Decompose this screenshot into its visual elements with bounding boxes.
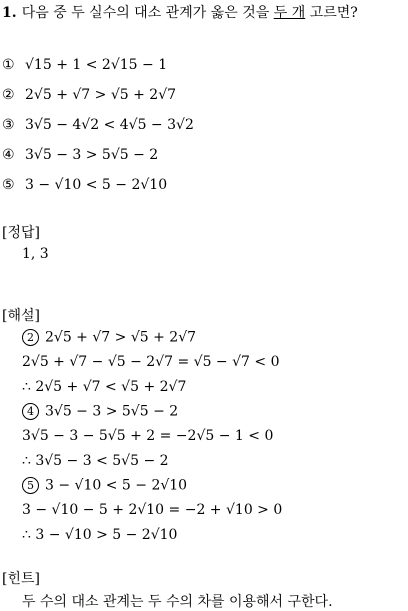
answer-value: 1, 3	[22, 246, 49, 262]
explanation-claim-2	[22, 329, 196, 346]
explanation-conclusion-4: ∴ 3√5 − 3 < 5√5 − 2	[22, 453, 169, 469]
question-text-before: 다음 중 두 실수의 대소 관계가 옳은 것을	[21, 5, 274, 21]
explanation-work-4: 3√5 − 3 − 5√5 + 2 = −2√5 − 1 < 0	[22, 428, 274, 444]
explanation-work-2: 2√5 + √7 − √5 − 2√7 = √5 − √7 < 0	[22, 354, 280, 370]
circled-number-marker: 4	[22, 403, 39, 420]
question-text	[22, 5, 358, 21]
explanation-work-5: 3 − √10 − 5 + 2√10 = −2 + √10 > 0	[22, 502, 283, 518]
option-5	[2, 177, 167, 193]
explanation-claim-expression: 3 − √10 < 5 − 2√10	[45, 477, 188, 494]
question-text-after: 고르면?	[305, 5, 358, 21]
option-marker: ①	[2, 57, 15, 73]
hint-text: 두 수의 대소 관계는 두 수의 차를 이용해서 구한다.	[22, 594, 333, 610]
hint-label: [힌트]	[2, 571, 40, 587]
option-marker: ④	[2, 147, 15, 163]
question-number: 1.	[2, 5, 17, 21]
option-marker: ③	[2, 117, 15, 133]
option-3	[2, 117, 194, 133]
explanation-conclusion-5: ∴ 3 − √10 > 5 − 2√10	[22, 527, 178, 543]
option-expression: 3√5 − 3 > 5√5 − 2	[25, 147, 159, 163]
answer-label: [정답]	[2, 225, 40, 241]
circled-number-marker: 2	[22, 329, 39, 346]
explanation-label: [해설]	[2, 308, 40, 324]
question-text-underlined: 두 개	[273, 5, 306, 21]
option-expression: 3√5 − 4√2 < 4√5 − 3√2	[25, 117, 194, 133]
option-marker: ②	[2, 87, 15, 103]
explanation-claim-expression: 3√5 − 3 > 5√5 − 2	[45, 403, 179, 420]
option-1	[2, 57, 167, 73]
circled-number-marker: 5	[22, 477, 39, 494]
option-expression: 3 − √10 < 5 − 2√10	[25, 177, 168, 193]
option-expression: 2√5 + √7 > √5 + 2√7	[25, 87, 177, 103]
question	[2, 2, 358, 22]
option-marker: ⑤	[2, 177, 15, 193]
option-expression: √15 + 1 < 2√15 − 1	[25, 57, 168, 73]
option-2	[2, 87, 176, 103]
option-4	[2, 147, 158, 163]
explanation-claim-5	[22, 477, 187, 494]
explanation-conclusion-2: ∴ 2√5 + √7 < √5 + 2√7	[22, 379, 187, 395]
explanation-claim-4	[22, 403, 178, 420]
explanation-claim-expression: 2√5 + √7 > √5 + 2√7	[45, 329, 197, 346]
